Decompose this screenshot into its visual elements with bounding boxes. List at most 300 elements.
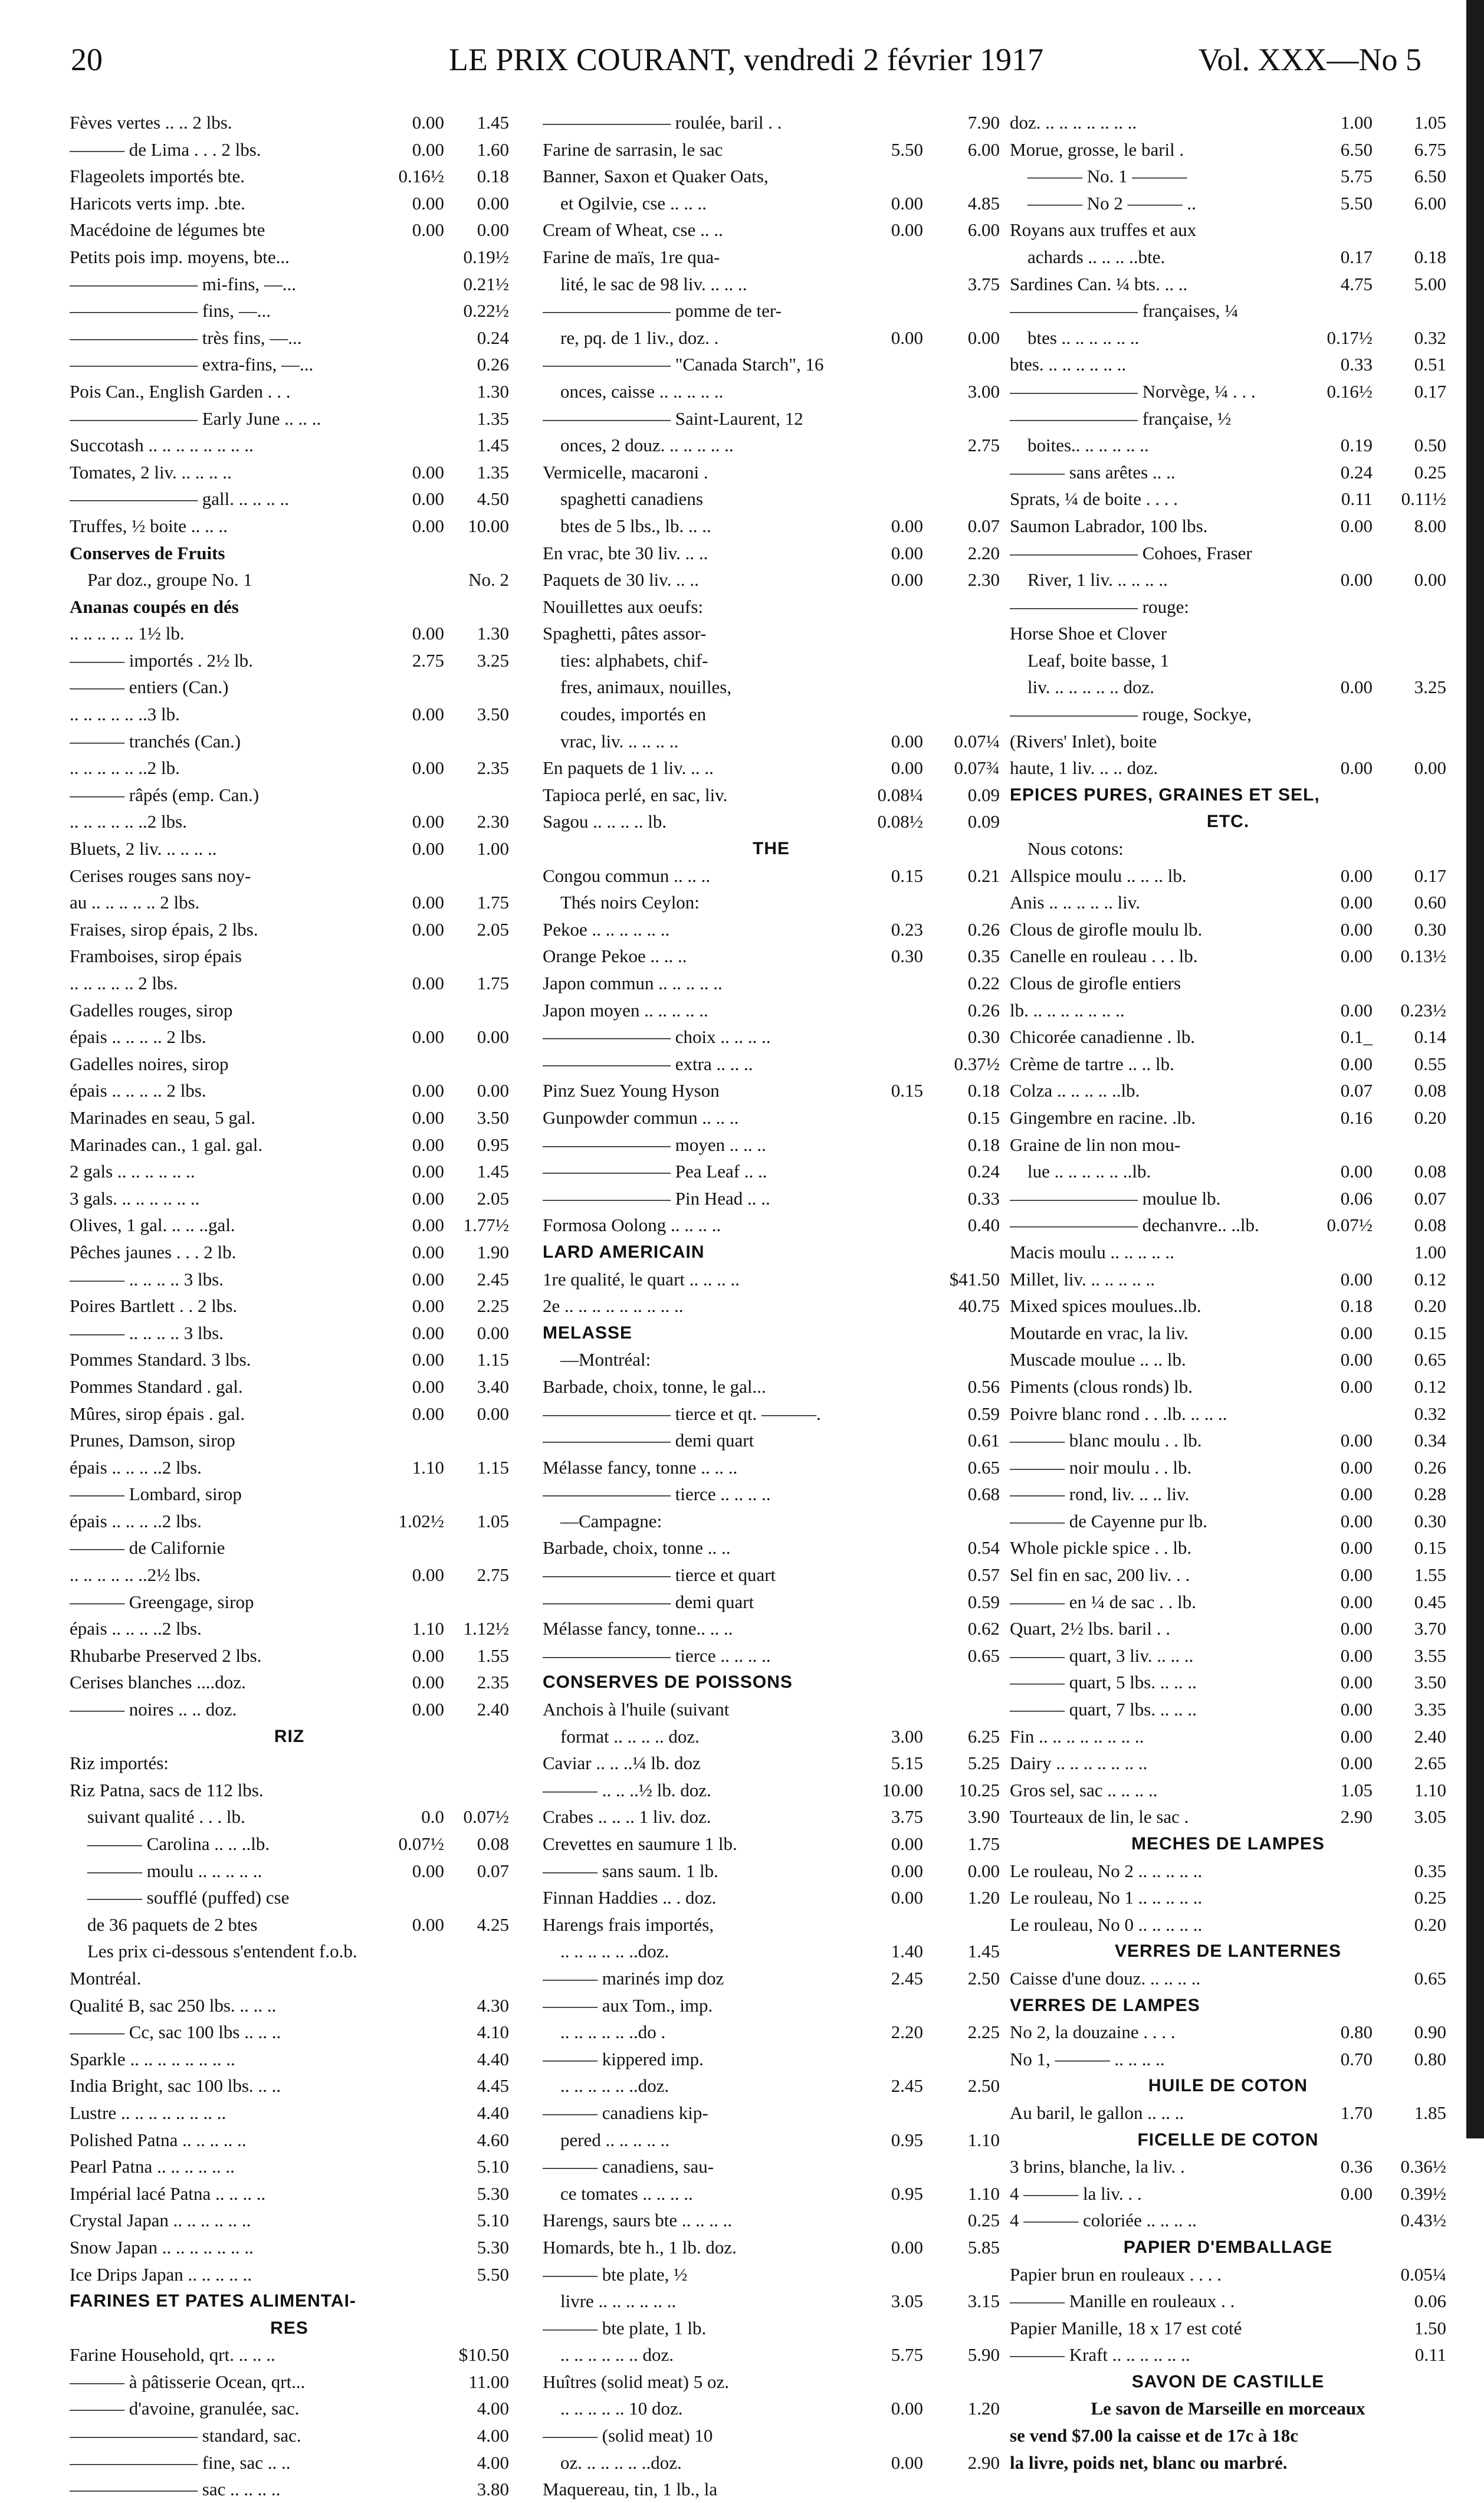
item-label: ——————— extra-fins, —...	[70, 354, 314, 375]
price-row	[543, 1696, 1000, 1723]
item-label: Mélasse fancy, tonne .. .. ..	[543, 1456, 738, 1478]
price-high: 0.08	[477, 1833, 509, 1854]
price-high: 5.25	[967, 1753, 1000, 1774]
price-low: 0.00	[1340, 2183, 1373, 2204]
price-high: 0.00	[477, 1080, 509, 1101]
price-high: 0.11	[1414, 2344, 1446, 2366]
price-low: 5.50	[1340, 192, 1373, 214]
price-row	[70, 593, 509, 621]
price-low: 0.00	[412, 1376, 444, 1397]
price-low: 0.00	[1340, 1591, 1373, 1612]
price-high: 3.15	[967, 2291, 1000, 2312]
price-low: 6.50	[1340, 139, 1373, 160]
price-row	[1010, 2341, 1446, 2368]
item-label: Moutarde en vrac, la liv.	[1010, 1322, 1188, 1343]
item-label: ——— entiers (Can.)	[70, 677, 229, 698]
price-low: 2.45	[891, 1967, 923, 1989]
price-row	[1010, 324, 1446, 352]
price-low: 0.15	[891, 1080, 923, 1101]
item-label: Canelle en rouleau . . . lb.	[1010, 946, 1198, 967]
price-row	[1010, 620, 1446, 647]
item-label: ——————— demi quart	[543, 1430, 754, 1451]
price-high: 3.50	[477, 1107, 509, 1128]
item-label: épais .. .. .. .. 2 lbs.	[70, 1026, 206, 1048]
item-label: Crème de tartre .. .. lb.	[1010, 1053, 1174, 1074]
price-low: 0.00	[412, 1645, 444, 1666]
item-label: lité, le sac de 98 liv. .. .. ..	[560, 273, 747, 294]
item-label: ——————— rouge, Sockye,	[1010, 704, 1252, 725]
item-label: ——— noires .. .. doz.	[70, 1699, 237, 1720]
item-label: En vrac, bte 30 liv. .. ..	[543, 542, 708, 563]
price-row	[1010, 728, 1446, 755]
item-label: Anis .. .. .. .. .. liv.	[1010, 892, 1141, 913]
price-row	[70, 1615, 509, 1642]
price-row	[1010, 2288, 1446, 2315]
price-row	[543, 1266, 1000, 1293]
item-label: Congou commun .. .. ..	[543, 865, 711, 886]
price-row	[543, 513, 1000, 540]
item-label: ——— rond, liv. .. .. liv.	[1010, 1484, 1190, 1505]
price-high: 3.40	[477, 1376, 509, 1397]
price-row	[543, 190, 1000, 217]
item-label: onces, caisse .. .. .. .. ..	[560, 380, 724, 402]
item-label: Au baril, le gallon .. .. ..	[1010, 2102, 1184, 2123]
price-row	[1010, 1858, 1446, 1885]
item-label: —Montréal:	[560, 1349, 651, 1370]
price-row	[70, 1104, 509, 1131]
price-low: 0.00	[412, 838, 444, 860]
price-row	[1010, 216, 1446, 244]
price-high: 0.23½	[1400, 999, 1446, 1021]
item-label: pered .. .. .. .. ..	[560, 2129, 670, 2150]
price-high: 0.50	[1414, 435, 1446, 456]
price-high: 10.00	[468, 515, 509, 536]
price-row	[1010, 1320, 1446, 1347]
price-high: 4.40	[477, 2048, 509, 2069]
price-row	[1010, 2315, 1446, 2342]
price-row	[70, 916, 509, 943]
item-label: Crabes .. .. .. 1 liv. doz.	[543, 1806, 711, 1828]
price-row	[1010, 244, 1446, 271]
item-label: ——— noir moulu . . lb.	[1010, 1456, 1192, 1478]
price-high: 1.55	[1414, 1564, 1446, 1586]
price-low: 0.95	[891, 2129, 923, 2150]
price-low: 5.15	[891, 1753, 923, 1774]
price-row	[1010, 2099, 1446, 2127]
price-high: 2.25	[477, 1295, 509, 1317]
price-high: 1.10	[967, 2129, 1000, 2150]
price-row	[1010, 2422, 1446, 2449]
price-low: 0.00	[1340, 1430, 1373, 1451]
price-low: 0.00	[1340, 1618, 1373, 1639]
price-row	[543, 351, 1000, 378]
item-label: Le rouleau, No 2 .. .. .. .. ..	[1010, 1860, 1203, 1881]
price-row	[543, 593, 1000, 621]
item-label: Poires Bartlett . . 2 lbs.	[70, 1295, 238, 1317]
price-row	[543, 808, 1000, 835]
item-label: Tomates, 2 liv. .. .. .. ..	[70, 461, 232, 483]
item-label: Barbade, choix, tonne .. ..	[543, 1537, 731, 1559]
price-row	[1010, 1239, 1446, 1266]
price-low: 0.00	[412, 811, 444, 832]
price-row	[1010, 970, 1446, 997]
price-high: 4.00	[477, 2398, 509, 2419]
price-row	[543, 109, 1000, 136]
price-row	[543, 1750, 1000, 1777]
price-row	[543, 432, 1000, 459]
price-high: 3.50	[1414, 1672, 1446, 1693]
price-row	[1010, 701, 1446, 728]
price-row	[543, 1938, 1000, 1965]
item-label: ——————— fins, —...	[70, 300, 271, 322]
price-row	[1010, 862, 1446, 890]
price-row	[70, 1427, 509, 1454]
price-row	[1010, 1373, 1446, 1400]
price-row	[70, 1131, 509, 1159]
price-high: $10.50	[458, 2344, 509, 2366]
item-label: Spaghetti, pâtes assor-	[543, 623, 707, 644]
price-row	[543, 1534, 1000, 1561]
price-row	[70, 459, 509, 486]
price-high: 0.17	[1414, 865, 1446, 886]
item-label: CONSERVES DE POISSONS	[543, 1672, 793, 1692]
price-high: 1.15	[477, 1349, 509, 1370]
price-high: 11.00	[468, 2371, 509, 2392]
price-row	[1010, 916, 1446, 943]
item-label: oz. .. .. .. .. ..doz.	[560, 2452, 682, 2473]
item-label: Petits pois imp. moyens, bte...	[70, 246, 290, 267]
item-label: 4 ——— la liv. . .	[1010, 2183, 1142, 2204]
item-label: ——————— Norvège, ¼ . . .	[1010, 380, 1256, 402]
item-label: Pinz Suez Young Hyson	[543, 1080, 720, 1101]
price-row	[70, 2422, 509, 2449]
item-label: Nouillettes aux oeufs:	[543, 596, 704, 617]
price-low: 0.30	[891, 946, 923, 967]
price-row	[1010, 1803, 1446, 1830]
item-label: Japon moyen .. .. .. .. ..	[543, 999, 708, 1021]
price-high: 2.25	[967, 2022, 1000, 2043]
price-row	[543, 728, 1000, 755]
price-column-2	[543, 109, 1000, 2503]
item-label: Riz importés:	[70, 1753, 169, 1774]
item-label: btes de 5 lbs., lb. .. ..	[560, 515, 711, 536]
price-high: 4.45	[477, 2075, 509, 2097]
price-low: 0.18	[1340, 1295, 1373, 1317]
item-label: FARINES ET PATES ALIMENTAI-	[70, 2291, 356, 2311]
price-low: 0.00	[1340, 515, 1373, 536]
item-label: Sprats, ¼ de boite . . . .	[1010, 488, 1178, 510]
item-label: Cerises rouges sans noy-	[70, 865, 251, 886]
price-row	[543, 2127, 1000, 2154]
item-label: Allspice moulu .. .. .. lb.	[1010, 865, 1187, 886]
price-low: 0.00	[1340, 1753, 1373, 1774]
price-high: 0.25	[1414, 1887, 1446, 1908]
item-label: Bluets, 2 liv. .. .. .. ..	[70, 838, 217, 860]
price-high: 0.80	[1414, 2048, 1446, 2069]
price-low: 0.00	[412, 1107, 444, 1128]
price-high: 0.13½	[1400, 946, 1446, 967]
price-row	[543, 1051, 1000, 1078]
price-row	[1010, 513, 1446, 540]
price-row	[543, 566, 1000, 593]
item-label: ——— canadiens, sau-	[543, 2156, 714, 2177]
item-label: ——— Manille en rouleaux . .	[1010, 2291, 1235, 2312]
price-high: 0.30	[1414, 918, 1446, 940]
price-high: 1.45	[477, 435, 509, 456]
item-label: ——————— sac .. .. .. ..	[70, 2479, 281, 2500]
item-label: re, pq. de 1 liv., doz. .	[560, 327, 719, 348]
item-label: ——— en ¼ de sac . . lb.	[1010, 1591, 1196, 1612]
price-high: 0.12	[1414, 1376, 1446, 1397]
item-label: RES	[270, 2318, 308, 2338]
price-low: 0.00	[891, 569, 923, 591]
section-heading	[70, 1723, 509, 1750]
price-row	[543, 324, 1000, 352]
price-column-1	[70, 109, 509, 2503]
price-row	[70, 674, 509, 701]
section-heading	[70, 2315, 509, 2342]
price-row	[70, 1373, 509, 1400]
price-row	[1010, 1615, 1446, 1642]
price-row	[70, 136, 509, 163]
price-high: 0.20	[1414, 1914, 1446, 1935]
price-high: 0.26	[967, 918, 1000, 940]
price-row	[543, 620, 1000, 647]
price-row	[70, 378, 509, 405]
price-high: 0.43½	[1400, 2210, 1446, 2231]
price-low: 0.00	[412, 461, 444, 483]
price-row	[543, 136, 1000, 163]
item-label: ——————— moyen .. .. ..	[543, 1134, 766, 1155]
item-label: Dairy .. .. .. .. .. .. ..	[1010, 1753, 1148, 1774]
price-low: 0.00	[412, 1672, 444, 1693]
price-high: 1.45	[477, 1161, 509, 1182]
price-row	[543, 1884, 1000, 1911]
price-high: 2.50	[967, 2075, 1000, 2097]
price-high: 0.59	[967, 1591, 1000, 1612]
price-row	[70, 1481, 509, 1508]
price-low: 0.00	[1340, 865, 1373, 886]
item-label: Fin .. .. .. .. .. .. .. ..	[1010, 1725, 1144, 1747]
price-high: 2.75	[967, 435, 1000, 456]
section-heading	[1010, 2234, 1446, 2261]
price-low: 0.00	[412, 918, 444, 940]
item-label: .. .. .. .. .. 1½ lb.	[70, 623, 185, 644]
price-row	[1010, 754, 1446, 782]
price-low: 1.10	[412, 1618, 444, 1639]
price-low: 0.00	[1340, 1564, 1373, 1586]
item-label: Succotash .. .. .. .. .. .. .. ..	[70, 435, 254, 456]
price-high: 5.00	[1414, 273, 1446, 294]
price-low: 4.75	[1340, 273, 1373, 294]
price-high: 0.51	[1414, 354, 1446, 375]
price-high: 2.05	[477, 918, 509, 940]
price-high: 40.75	[958, 1295, 1000, 1317]
price-high: 3.05	[1414, 1806, 1446, 1828]
price-low: 2.75	[412, 649, 444, 671]
item-label: ——————— Saint-Laurent, 12	[543, 408, 803, 429]
price-row	[70, 2449, 509, 2476]
item-label: .. .. .. .. .. ..3 lb.	[70, 704, 180, 725]
price-row	[543, 1185, 1000, 1212]
price-high: 1.00	[1414, 1241, 1446, 1262]
price-row	[543, 540, 1000, 567]
price-low: 1.70	[1340, 2102, 1373, 2123]
price-high: 0.45	[1414, 1591, 1446, 1612]
item-label: India Bright, sac 100 lbs. .. ..	[70, 2075, 281, 2097]
price-high: 3.50	[477, 704, 509, 725]
price-low: 0.00	[891, 2398, 923, 2419]
price-low: 0.00	[412, 1699, 444, 1720]
price-high: 0.28	[1414, 1484, 1446, 1505]
item-label: Poivre blanc rond . . .lb. .. .. ..	[1010, 1403, 1227, 1424]
price-row	[70, 943, 509, 970]
price-high: 0.08	[1414, 1080, 1446, 1101]
item-label: Homards, bte h., 1 lb. doz.	[543, 2236, 737, 2258]
section-heading	[543, 1669, 1000, 1696]
price-row	[543, 862, 1000, 890]
price-low: 1.40	[891, 1941, 923, 1962]
item-label: Caisse d'une douz. .. .. .. ..	[1010, 1967, 1201, 1989]
price-low: 0.00	[1340, 1053, 1373, 1074]
item-label: Orange Pekoe .. .. ..	[543, 946, 687, 967]
price-high: 0.55	[1414, 1053, 1446, 1074]
price-high: 2.50	[967, 1967, 1000, 1989]
section-heading	[1010, 1992, 1446, 2019]
price-row	[543, 1561, 1000, 1589]
price-high: 0.00	[477, 1026, 509, 1048]
item-label: Lustre .. .. .. .. .. .. .. ..	[70, 2102, 226, 2123]
item-label: ——— quart, 3 liv. .. .. ..	[1010, 1645, 1194, 1666]
item-label: ——————— choix .. .. .. ..	[543, 1026, 771, 1048]
price-low: 0.00	[1340, 1645, 1373, 1666]
price-high: 1.77½	[463, 1215, 509, 1236]
item-label: Rhubarbe Preserved 2 lbs.	[70, 1645, 262, 1666]
price-high: 0.07½	[463, 1806, 509, 1828]
price-high: 3.00	[967, 380, 1000, 402]
price-row	[70, 1320, 509, 1347]
item-label: VERRES DE LANTERNES	[1114, 1941, 1342, 1961]
item-label: ——— sans arêtes .. ..	[1010, 461, 1176, 483]
price-high: 1.45	[967, 1941, 1000, 1962]
page-title: LE PRIX COURANT, vendredi 2 février 1917	[448, 42, 1044, 77]
item-label: 2 gals .. .. .. .. .. ..	[70, 1161, 195, 1182]
item-label: Gros sel, sac .. .. .. ..	[1010, 1779, 1158, 1800]
item-label: .. .. .. .. .. ..doz.	[560, 1941, 669, 1962]
price-low: 0.08½	[877, 811, 923, 832]
item-label: Farine de sarrasin, le sac	[543, 139, 723, 160]
item-label: ——— moulu .. .. .. .. ..	[87, 1860, 262, 1881]
price-high: 0.17	[1414, 380, 1446, 402]
price-low: 0.00	[412, 1134, 444, 1155]
item-label: Fraises, sirop épais, 2 lbs.	[70, 918, 258, 940]
item-label: ——— bte plate, 1 lb.	[543, 2317, 707, 2338]
price-row	[1010, 378, 1446, 405]
price-row	[1010, 190, 1446, 217]
price-low: 0.15	[891, 865, 923, 886]
section-heading	[70, 2288, 509, 2315]
price-row	[70, 1965, 509, 1992]
price-row	[1010, 109, 1446, 136]
price-row	[70, 835, 509, 862]
price-low: 0.00	[1340, 1376, 1373, 1397]
item-label: 3 gals. .. .. .. .. .. ..	[70, 1187, 200, 1209]
price-low: 0.00	[1340, 1510, 1373, 1531]
price-row	[1010, 1346, 1446, 1373]
price-high: 0.08	[1414, 1215, 1446, 1236]
item-label: .. .. .. .. .. ..do .	[560, 2022, 666, 2043]
price-row	[543, 297, 1000, 324]
price-row	[1010, 1589, 1446, 1616]
item-label: Clous de girofle entiers	[1010, 973, 1181, 993]
price-row	[1010, 1534, 1446, 1561]
price-low: 0.00	[1340, 757, 1373, 779]
item-label: En paquets de 1 liv. .. ..	[543, 757, 714, 779]
price-high: 0.90	[1414, 2022, 1446, 2043]
price-row	[70, 889, 509, 916]
price-high: 0.09	[967, 784, 1000, 805]
item-label: achards .. .. .. ..bte.	[1027, 246, 1165, 267]
item-label: ——————— françaises, ¼	[1010, 300, 1239, 322]
item-label: ce tomates .. .. .. ..	[560, 2183, 693, 2204]
price-row	[70, 244, 509, 271]
item-label: Crevettes en saumure 1 lb.	[543, 1833, 737, 1854]
price-row	[70, 970, 509, 997]
item-label: livre .. .. .. .. .. ..	[560, 2291, 677, 2312]
price-row	[543, 1615, 1000, 1642]
item-label: au .. .. .. .. .. 2 lbs.	[70, 892, 200, 913]
item-label: Sparkle .. .. .. .. .. .. .. ..	[70, 2048, 235, 2069]
item-label: Gadelles rouges, sirop	[70, 999, 233, 1021]
price-high: 4.10	[477, 2022, 509, 2043]
price-low: 0.00	[412, 1241, 444, 1262]
price-row	[543, 2341, 1000, 2368]
item-label: Whole pickle spice . . lb.	[1010, 1537, 1192, 1559]
price-low: 0.16½	[1327, 380, 1373, 402]
item-label: btes .. .. .. .. .. ..	[1027, 327, 1140, 348]
item-label: Papier brun en rouleaux . . . .	[1010, 2263, 1222, 2285]
price-low: 0.00	[412, 1403, 444, 1424]
price-row	[543, 943, 1000, 970]
price-high: 1.20	[967, 2398, 1000, 2419]
price-low: 0.00	[412, 973, 444, 993]
price-row	[70, 190, 509, 217]
price-high: 0.60	[1414, 892, 1446, 913]
price-row	[70, 2395, 509, 2422]
price-low: 0.00	[412, 488, 444, 510]
price-low: 1.10	[412, 1456, 444, 1478]
price-high: 0.32	[1414, 1403, 1446, 1424]
item-label: doz. .. .. .. .. .. .. ..	[1010, 112, 1137, 133]
price-high: 0.32	[1414, 327, 1446, 348]
price-high: 2.35	[477, 1672, 509, 1693]
price-row	[70, 1561, 509, 1589]
item-label: Quart, 2½ lbs. baril . .	[1010, 1618, 1171, 1639]
price-low: 0.00	[891, 1860, 923, 1881]
price-row	[543, 1965, 1000, 1992]
price-row	[70, 271, 509, 298]
price-high: No. 2	[468, 569, 509, 591]
price-high: 0.07¼	[954, 730, 1000, 752]
price-high: 1.05	[1414, 112, 1446, 133]
price-high: 4.50	[477, 488, 509, 510]
price-low: 0.17½	[1327, 327, 1373, 348]
price-row	[543, 2234, 1000, 2261]
price-low: 0.00	[412, 139, 444, 160]
price-high: 1.35	[477, 461, 509, 483]
price-high: 0.20	[1414, 1295, 1446, 1317]
price-high: 0.30	[967, 1026, 1000, 1048]
